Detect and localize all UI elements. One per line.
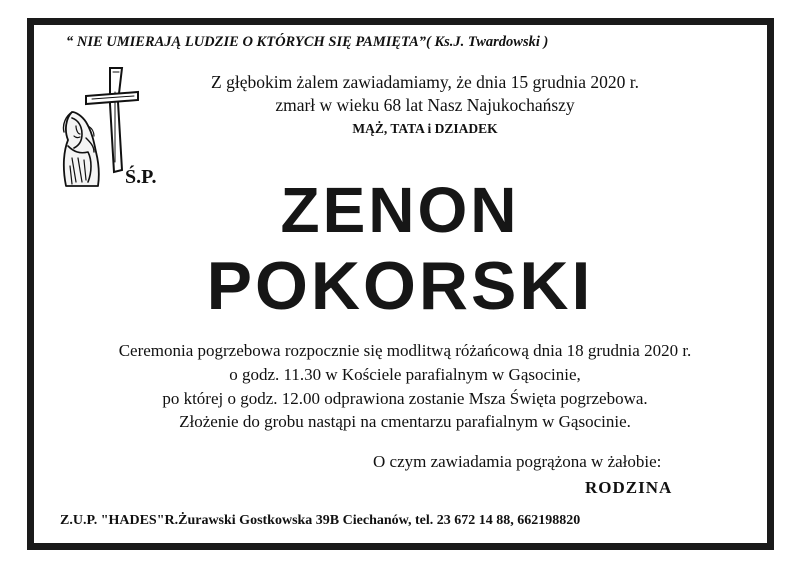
ceremony-line-1: Ceremonia pogrzebowa rozpocznie się modlitwą różańcową dnia 18 grudnia 2020 r. (118, 341, 692, 360)
memorial-quote: “ NIE UMIERAJĄ LUDZIE O KTÓRYCH SIĘ PAMIĘTA”( Ks.J. Twardowski ) (66, 34, 549, 50)
ceremony-line-4: Złożenie do grobu nastąpi na cmentarzu parafialnym w Gąsocinie. (179, 412, 631, 431)
sp-abbreviation: Ś.P. (125, 166, 157, 188)
deceased-first-name: ZENON (280, 174, 520, 246)
announcement-line-1: Z głębokim żalem zawiadamiamy, że dnia 15 grudnia 2020 r. (211, 72, 639, 92)
signature-family: RODZINA (585, 478, 673, 497)
mourning-statement: O czym zawiadamia pogrążona w żałobie: (373, 452, 662, 471)
funeral-home-footer: Z.U.P. "HADES"R.Żurawski Gostkowska 39B Ciechanów, tel. 23 672 14 88, 662198820 (60, 513, 581, 528)
announcement-line-2: zmarł w wieku 68 lat Nasz Najukochańszy (275, 95, 575, 115)
family-relation: MĄŻ, TATA i DZIADEK (352, 121, 498, 136)
ceremony-line-2: o godz. 11.30 w Kościele parafialnym w Gąsocinie, (229, 365, 581, 384)
deceased-last-name: POKORSKI (206, 248, 594, 324)
ceremony-line-3: po której o godz. 12.00 odprawiona zostanie Msza Święta pogrzebowa. (162, 389, 648, 408)
